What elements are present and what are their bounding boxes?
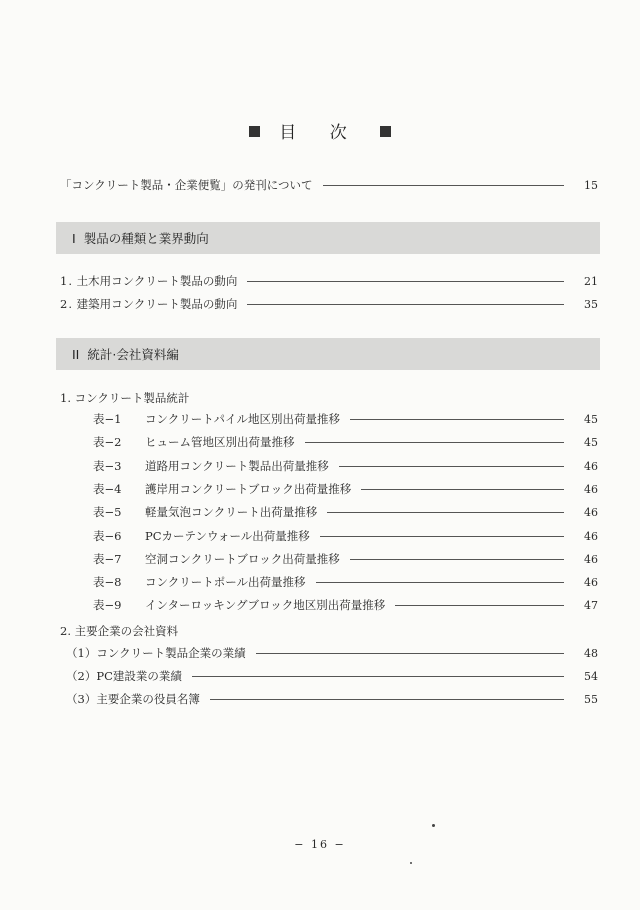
sub-code: （2） [66,669,97,683]
toc-entry-label [66,691,200,707]
section-label: 製品の種類と業界動向 [83,231,209,246]
section-label: 統計·会社資料編 [87,347,179,362]
toc-entry-page: 15 [584,178,598,192]
toc-group-heading [60,390,189,406]
toc-entry-label [66,645,246,661]
toc-entry-page: 46 [584,575,598,589]
toc-sub-entry[interactable] [66,644,598,662]
toc-entry-label [60,273,237,289]
toc-sub-entry[interactable] [66,667,598,685]
toc-entry-text: コンクリートポール出荷量推移 [145,575,306,589]
table-code: 表−1 [93,412,122,426]
toc-entry-number: 2. [60,297,73,311]
table-code: 表−7 [93,552,122,566]
toc-entry-text: 軽量気泡コンクリート出荷量推移 [145,505,318,519]
toc-entry-page: 54 [584,669,598,683]
toc-entry[interactable] [60,295,598,313]
toc-entry-label [93,504,317,520]
toc-entry-page: 21 [584,274,598,288]
leader-line [350,419,564,420]
toc-entry-text: 土木用コンクリート製品の動向 [76,274,238,288]
toc-table-entry[interactable] [93,457,598,475]
toc-entry-label [66,668,182,684]
toc-table-entry[interactable] [93,527,598,545]
toc-entry-label [93,574,306,590]
toc-entry-text: ヒューム管地区別出荷量推移 [145,435,295,449]
leader-line [256,653,564,654]
table-code: 表−8 [93,575,122,589]
toc-table-entry[interactable] [93,410,598,428]
toc-table-entry[interactable] [93,433,598,451]
toc-entry-page: 45 [584,435,598,449]
toc-entry-page: 46 [584,529,598,543]
leader-line [305,442,565,443]
toc-table-entry[interactable] [93,596,598,614]
toc-sub-entry[interactable] [66,690,598,708]
toc-entry-text: 道路用コンクリート製品出荷量推移 [145,459,329,473]
toc-entry-label [93,434,295,450]
section-roman: II [72,346,80,362]
toc-table-entry[interactable] [93,550,598,568]
table-code: 表−5 [93,505,122,519]
toc-entry-text: 護岸用コンクリートブロック出荷量推移 [145,482,352,496]
toc-entry-text: 主要企業の役員名簿 [96,692,200,706]
leader-line [247,281,564,282]
toc-entry-label: 「コンクリート製品・企業便覧」の発刊について [60,178,313,192]
speck-mark [432,824,435,827]
sub-code: （1） [66,646,97,660]
toc-entry-page: 46 [584,505,598,519]
leader-line [247,304,564,305]
section-header-2 [56,338,600,370]
toc-entry-label [93,481,351,497]
table-code: 表−6 [93,529,122,543]
toc-title [0,118,640,143]
toc-entry-page: 45 [584,412,598,426]
toc-entry-text: コンクリート製品企業の業績 [96,646,246,660]
leader-line [361,489,564,490]
leader-line [320,536,564,537]
toc-group-heading [60,623,178,639]
toc-entry-label [93,597,385,613]
toc-entry-label [93,458,329,474]
leader-line [210,699,564,700]
toc-table-entry[interactable] [93,573,598,591]
toc-entry-number: 2. [60,624,71,638]
section-roman: I [72,230,76,246]
toc-entry-label [93,551,340,567]
leader-line [323,185,564,186]
table-code: 表−9 [93,598,122,612]
table-code: 表−4 [93,482,122,496]
toc-entry-intro[interactable] [60,176,598,194]
page-number-footer: − 16 − [294,838,346,851]
toc-table-entry[interactable] [93,480,598,498]
toc-entry-label [60,296,237,312]
toc-entry-label [93,411,340,427]
square-bullet-icon [249,126,260,137]
square-bullet-icon [380,126,391,137]
toc-entry-page: 35 [584,297,598,311]
toc-entry-text: PCカーテンウォール出荷量推移 [145,529,310,543]
leader-line [339,466,564,467]
toc-entry-number: 1. [60,274,73,288]
toc-entry-text: インターロッキングブロック地区別出荷量推移 [145,598,386,612]
toc-entry-page: 47 [584,598,598,612]
toc-entry-page: 48 [584,646,598,660]
leader-line [192,676,564,677]
toc-title-text: 目 次 [279,123,361,143]
toc-entry-text: コンクリートパイル地区別出荷量推移 [145,412,341,426]
toc-entry-text: 空洞コンクリートブロック出荷量推移 [145,552,340,566]
toc-entry-page: 46 [584,552,598,566]
toc-entry-page: 46 [584,459,598,473]
leader-line [395,605,564,606]
sub-code: （3） [66,692,97,706]
toc-entry-page: 55 [584,692,598,706]
speck-mark [410,862,412,864]
leader-line [327,512,564,513]
toc-entry-text: 主要企業の会社資料 [74,624,179,638]
leader-line [350,559,564,560]
leader-line [316,582,564,583]
table-code: 表−2 [93,435,122,449]
table-code: 表−3 [93,459,122,473]
toc-entry-text: 建築用コンクリート製品の動向 [76,297,238,311]
toc-table-entry[interactable] [93,503,598,521]
toc-entry-page: 46 [584,482,598,496]
toc-entry-label [93,528,310,544]
toc-entry[interactable] [60,272,598,290]
toc-entry-number: 1. [60,391,71,405]
section-header-1 [56,222,600,254]
toc-entry-text: PC建設業の業績 [96,669,182,683]
toc-entry-text: コンクリート製品統計 [74,391,190,405]
